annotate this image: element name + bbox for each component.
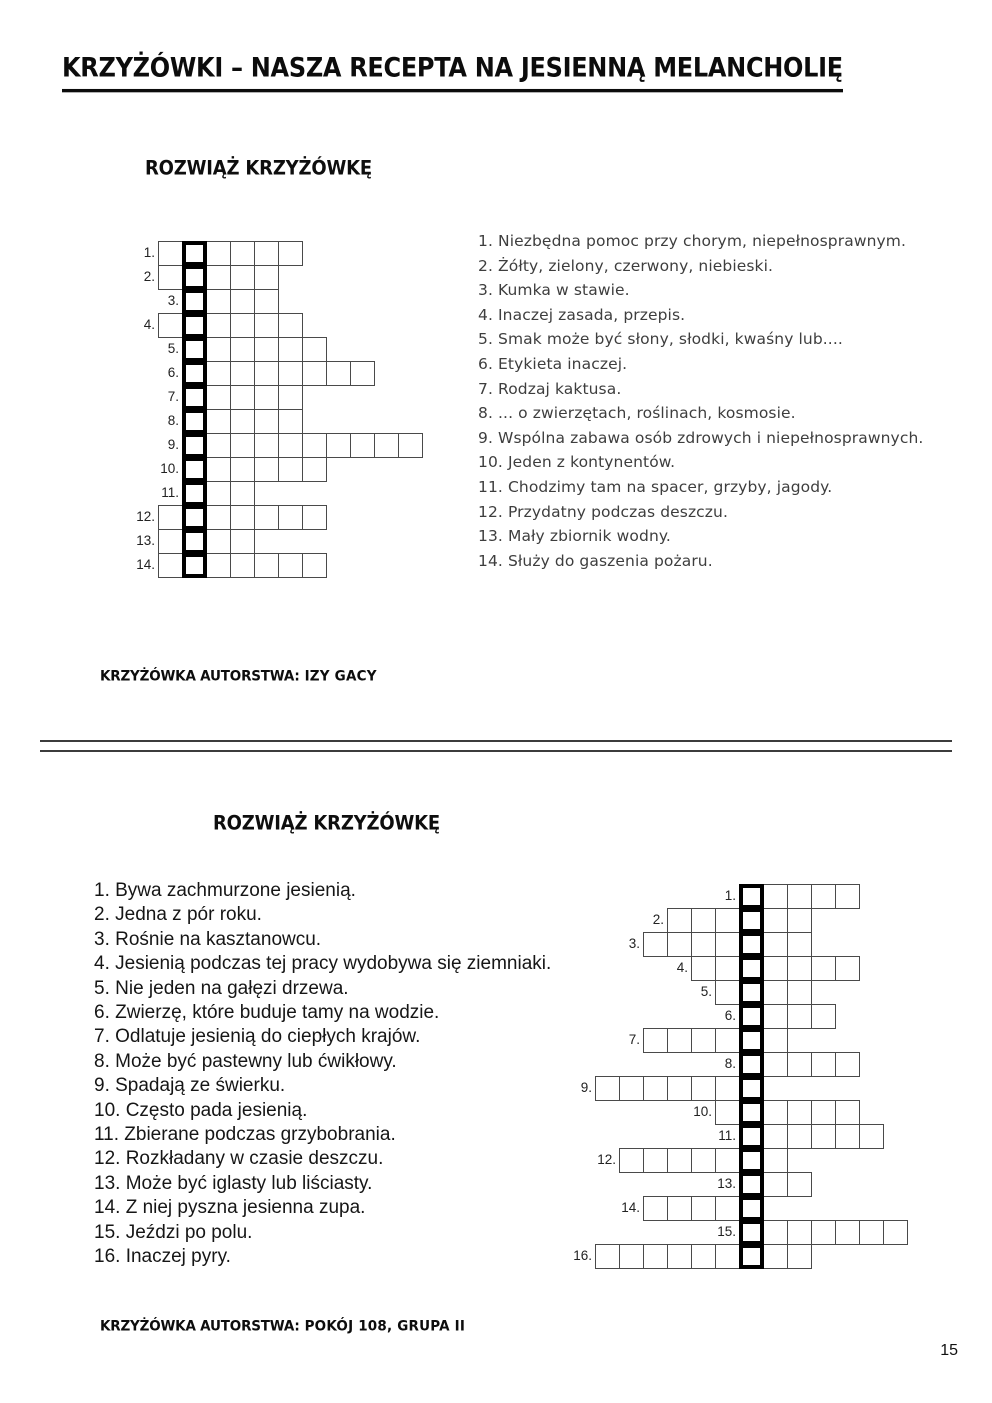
answer-cell bbox=[302, 361, 327, 386]
answer-cell bbox=[763, 1100, 788, 1125]
solution-column-cell bbox=[182, 361, 207, 386]
crossword-row bbox=[676, 956, 860, 981]
answer-cell bbox=[715, 1196, 740, 1221]
solution-column-cell bbox=[182, 553, 207, 578]
answer-cell bbox=[302, 553, 327, 578]
answer-cell bbox=[667, 1244, 692, 1269]
row-number-label: 11. bbox=[161, 485, 179, 500]
answer-cell bbox=[691, 1148, 716, 1173]
solution-column-cell bbox=[739, 1148, 764, 1173]
crossword-row bbox=[167, 433, 423, 458]
row-number-label: 12. bbox=[597, 1152, 616, 1167]
crossword-row bbox=[167, 385, 303, 410]
page-title: KRZYŻÓWKI – NASZA RECEPTA NA JESIENNĄ MELANCHOLIĘ bbox=[62, 52, 843, 92]
crossword-row bbox=[136, 553, 327, 578]
row-number-label: 3. bbox=[167, 293, 179, 308]
answer-cell bbox=[278, 409, 303, 434]
author-label: KRZYŻÓWKA AUTORSTWA: bbox=[100, 668, 300, 685]
answer-cell bbox=[206, 409, 231, 434]
answer-cell bbox=[763, 1004, 788, 1029]
answer-cell bbox=[787, 1004, 812, 1029]
clue-item: 9. Wspólna zabawa osób zdrowych i niepełnosprawnych. bbox=[478, 428, 924, 447]
row-number-label: 7. bbox=[167, 389, 179, 404]
crossword-row bbox=[167, 337, 327, 362]
answer-cell bbox=[715, 1244, 740, 1269]
answer-cell bbox=[643, 1244, 668, 1269]
crossword-row bbox=[161, 481, 255, 506]
solution-column-cell bbox=[739, 956, 764, 981]
crossword-row bbox=[693, 1100, 860, 1125]
answer-cell bbox=[715, 908, 740, 933]
solution-column-cell bbox=[182, 385, 207, 410]
row-number-label: 5. bbox=[700, 984, 712, 999]
answer-cell bbox=[206, 313, 231, 338]
answer-cell bbox=[763, 932, 788, 957]
answer-cell bbox=[278, 505, 303, 530]
answer-cell bbox=[278, 313, 303, 338]
answer-cell bbox=[158, 505, 183, 530]
solution-column-cell bbox=[182, 265, 207, 290]
answer-cell bbox=[667, 1028, 692, 1053]
answer-cell bbox=[278, 337, 303, 362]
clue-item: 9. Spadają ze świerku. bbox=[94, 1075, 286, 1097]
answer-cell bbox=[302, 337, 327, 362]
solution-column-cell bbox=[182, 289, 207, 314]
clue-item: 1. Bywa zachmurzone jesienią. bbox=[94, 880, 356, 901]
answer-cell bbox=[206, 433, 231, 458]
clue-item: 10. Jeden z kontynentów. bbox=[478, 453, 676, 472]
row-number-label: 8. bbox=[724, 1056, 736, 1071]
solution-column-cell bbox=[739, 1004, 764, 1029]
row-number-label: 4. bbox=[676, 960, 688, 975]
crossword-row bbox=[167, 289, 279, 314]
answer-cell bbox=[230, 409, 255, 434]
crossword2-heading: ROZWIĄŻ KRZYŻÓWKĘ bbox=[213, 812, 440, 835]
row-number-label: 1. bbox=[143, 245, 155, 260]
answer-cell bbox=[835, 884, 860, 909]
author-label: KRZYŻÓWKA AUTORSTWA: bbox=[100, 1318, 300, 1335]
clue-item: 12. Rozkładany w czasie deszczu. bbox=[94, 1148, 384, 1170]
row-number-label: 9. bbox=[167, 437, 179, 452]
answer-cell bbox=[230, 385, 255, 410]
solution-column-cell bbox=[739, 908, 764, 933]
solution-column-cell bbox=[182, 529, 207, 554]
clue-item: 6. Etykieta inaczej. bbox=[478, 354, 628, 373]
answer-cell bbox=[158, 265, 183, 290]
answer-cell bbox=[691, 1196, 716, 1221]
answer-cell bbox=[763, 1220, 788, 1245]
answer-cell bbox=[667, 1148, 692, 1173]
row-number-label: 11. bbox=[718, 1128, 736, 1143]
answer-cell bbox=[278, 553, 303, 578]
row-number-label: 6. bbox=[724, 1008, 736, 1023]
answer-cell bbox=[715, 932, 740, 957]
crossword-row bbox=[724, 1004, 836, 1029]
row-number-label: 5. bbox=[167, 341, 179, 356]
clue-item: 3. Rośnie na kasztanowcu. bbox=[94, 928, 322, 950]
solution-column-cell bbox=[182, 505, 207, 530]
solution-column-cell bbox=[739, 980, 764, 1005]
clue-item: 8. ... o zwierzętach, roślinach, kosmosie. bbox=[478, 404, 796, 423]
answer-cell bbox=[667, 1196, 692, 1221]
answer-cell bbox=[763, 884, 788, 909]
answer-cell bbox=[254, 553, 279, 578]
answer-cell bbox=[230, 241, 255, 266]
answer-cell bbox=[619, 1244, 644, 1269]
answer-cell bbox=[763, 980, 788, 1005]
row-number-label: 6. bbox=[167, 365, 179, 380]
clue-item: 7. Odlatuje jesienią do ciepłych krajów. bbox=[94, 1026, 421, 1048]
answer-cell bbox=[326, 433, 351, 458]
solution-column-cell bbox=[739, 1100, 764, 1125]
crossword-row bbox=[143, 241, 303, 266]
answer-cell bbox=[859, 1220, 884, 1245]
answer-cell bbox=[835, 1220, 860, 1245]
answer-cell bbox=[883, 1220, 908, 1245]
crossword-row bbox=[597, 1148, 788, 1173]
answer-cell bbox=[643, 1028, 668, 1053]
author-name: POKÓJ 108, GRUPA II bbox=[304, 1318, 466, 1335]
answer-cell bbox=[643, 932, 668, 957]
answer-cell bbox=[835, 1124, 860, 1149]
answer-cell bbox=[254, 409, 279, 434]
answer-cell bbox=[787, 1052, 812, 1077]
answer-cell bbox=[230, 457, 255, 482]
answer-cell bbox=[254, 289, 279, 314]
answer-cell bbox=[206, 361, 231, 386]
answer-cell bbox=[691, 932, 716, 957]
answer-cell bbox=[302, 433, 327, 458]
answer-cell bbox=[715, 956, 740, 981]
solution-column-cell bbox=[739, 1052, 764, 1077]
answer-cell bbox=[206, 481, 231, 506]
answer-cell bbox=[254, 337, 279, 362]
clue-item: 4. Inaczej zasada, przepis. bbox=[478, 305, 686, 324]
answer-cell bbox=[326, 361, 351, 386]
crossword-row bbox=[628, 1028, 788, 1053]
clue-item: 14. Służy do gaszenia pożaru. bbox=[478, 551, 713, 570]
section-divider-line bbox=[40, 750, 952, 752]
answer-cell bbox=[691, 1076, 716, 1101]
answer-cell bbox=[787, 884, 812, 909]
answer-cell bbox=[811, 1004, 836, 1029]
answer-cell bbox=[691, 1244, 716, 1269]
row-number-label: 7. bbox=[628, 1032, 640, 1047]
answer-cell bbox=[230, 361, 255, 386]
answer-cell bbox=[254, 265, 279, 290]
answer-cell bbox=[787, 1124, 812, 1149]
answer-cell bbox=[278, 433, 303, 458]
answer-cell bbox=[595, 1076, 620, 1101]
answer-cell bbox=[278, 241, 303, 266]
crossword-row bbox=[167, 409, 303, 434]
answer-cell bbox=[158, 313, 183, 338]
answer-cell bbox=[278, 361, 303, 386]
answer-cell bbox=[763, 1148, 788, 1173]
clue-item: 3. Kumka w stawie. bbox=[478, 281, 630, 300]
crossword-row bbox=[718, 1124, 884, 1149]
answer-cell bbox=[715, 1100, 740, 1125]
answer-cell bbox=[763, 1244, 788, 1269]
solution-column-cell bbox=[739, 884, 764, 909]
crossword-row bbox=[136, 529, 255, 554]
solution-column-cell bbox=[739, 1028, 764, 1053]
solution-column-cell bbox=[739, 1244, 764, 1269]
solution-column-cell bbox=[739, 1196, 764, 1221]
answer-cell bbox=[278, 457, 303, 482]
answer-cell bbox=[350, 433, 375, 458]
answer-cell bbox=[763, 956, 788, 981]
answer-cell bbox=[787, 1100, 812, 1125]
answer-cell bbox=[715, 1148, 740, 1173]
answer-cell bbox=[398, 433, 423, 458]
row-number-label: 10. bbox=[693, 1104, 712, 1119]
crossword-row bbox=[143, 313, 303, 338]
answer-cell bbox=[811, 1220, 836, 1245]
answer-cell bbox=[230, 529, 255, 554]
clue-item: 5. Nie jeden na gałęzi drzewa. bbox=[94, 977, 349, 999]
answer-cell bbox=[643, 1196, 668, 1221]
solution-column-cell bbox=[739, 932, 764, 957]
clue-item: 16. Inaczej pyry. bbox=[94, 1246, 231, 1268]
answer-cell bbox=[206, 457, 231, 482]
answer-cell bbox=[811, 884, 836, 909]
crossword1-author-credit bbox=[100, 668, 377, 685]
answer-cell bbox=[206, 289, 231, 314]
clue-item: 10. Często pada jesienią. bbox=[94, 1099, 308, 1121]
row-number-label: 15. bbox=[717, 1224, 736, 1239]
answer-cell bbox=[254, 361, 279, 386]
answer-cell bbox=[763, 1052, 788, 1077]
clue-item: 4. Jesienią podczas tej pracy wydobywa się ziemniaki. bbox=[94, 953, 552, 975]
row-number-label: 9. bbox=[580, 1080, 592, 1095]
answer-cell bbox=[763, 1124, 788, 1149]
answer-cell bbox=[835, 956, 860, 981]
crossword-row bbox=[580, 1076, 764, 1101]
solution-column-cell bbox=[739, 1076, 764, 1101]
row-number-label: 14. bbox=[621, 1200, 640, 1215]
solution-column-cell bbox=[739, 1124, 764, 1149]
solution-column-cell bbox=[182, 241, 207, 266]
crossword-row bbox=[167, 361, 375, 386]
answer-cell bbox=[667, 932, 692, 957]
answer-cell bbox=[302, 505, 327, 530]
crossword2-clue-list bbox=[94, 879, 574, 1270]
answer-cell bbox=[835, 1052, 860, 1077]
clue-item: 12. Przydatny podczas deszczu. bbox=[478, 502, 728, 521]
clue-item: 6. Zwierzę, które buduje tamy na wodzie. bbox=[94, 1002, 440, 1024]
crossword-row bbox=[621, 1196, 764, 1221]
clue-item: 11. Chodzimy tam na spacer, grzyby, jagody. bbox=[478, 477, 833, 496]
answer-cell bbox=[691, 956, 716, 981]
answer-cell bbox=[206, 385, 231, 410]
answer-cell bbox=[787, 956, 812, 981]
crossword-row bbox=[717, 1172, 812, 1197]
clue-item: 2. Jedna z pór roku. bbox=[94, 904, 262, 926]
answer-cell bbox=[158, 529, 183, 554]
answer-cell bbox=[811, 1052, 836, 1077]
answer-cell bbox=[787, 908, 812, 933]
clue-item: 15. Jeździ po polu. bbox=[94, 1221, 253, 1243]
answer-cell bbox=[158, 553, 183, 578]
author-name: IZY GACY bbox=[304, 668, 377, 685]
row-number-label: 4. bbox=[143, 317, 155, 332]
crossword2-author-credit bbox=[100, 1318, 465, 1335]
crossword-row bbox=[717, 1220, 908, 1245]
crossword-row bbox=[136, 505, 327, 530]
answer-cell bbox=[230, 313, 255, 338]
answer-cell bbox=[763, 1172, 788, 1197]
answer-cell bbox=[254, 457, 279, 482]
row-number-label: 13. bbox=[136, 533, 155, 548]
row-number-label: 8. bbox=[167, 413, 179, 428]
crossword-row bbox=[724, 1052, 860, 1077]
clue-item: 14. Z niej pyszna jesienna zupa. bbox=[94, 1197, 366, 1219]
answer-cell bbox=[230, 505, 255, 530]
answer-cell bbox=[230, 481, 255, 506]
answer-cell bbox=[667, 1076, 692, 1101]
answer-cell bbox=[787, 1220, 812, 1245]
crossword-row bbox=[143, 265, 279, 290]
answer-cell bbox=[254, 433, 279, 458]
answer-cell bbox=[787, 1244, 812, 1269]
solution-column-cell bbox=[182, 313, 207, 338]
answer-cell bbox=[859, 1124, 884, 1149]
answer-cell bbox=[787, 980, 812, 1005]
answer-cell bbox=[206, 265, 231, 290]
answer-cell bbox=[835, 1100, 860, 1125]
answer-cell bbox=[230, 337, 255, 362]
answer-cell bbox=[302, 457, 327, 482]
answer-cell bbox=[230, 265, 255, 290]
page-number: 15 bbox=[940, 1342, 958, 1359]
clue-item: 13. Może być iglasty lub liściasty. bbox=[94, 1172, 373, 1194]
answer-cell bbox=[206, 529, 231, 554]
answer-cell bbox=[158, 241, 183, 266]
answer-cell bbox=[811, 1124, 836, 1149]
answer-cell bbox=[230, 553, 255, 578]
clue-item: 5. Smak może być słony, słodki, kwaśny lub.... bbox=[478, 330, 843, 349]
answer-cell bbox=[619, 1076, 644, 1101]
answer-cell bbox=[667, 908, 692, 933]
solution-column-cell bbox=[739, 1220, 764, 1245]
answer-cell bbox=[763, 908, 788, 933]
clue-item: 13. Mały zbiornik wodny. bbox=[478, 527, 671, 546]
row-number-label: 3. bbox=[628, 936, 640, 951]
answer-cell bbox=[595, 1244, 620, 1269]
answer-cell bbox=[691, 1028, 716, 1053]
row-number-label: 16. bbox=[573, 1248, 592, 1263]
row-number-label: 12. bbox=[136, 509, 155, 524]
crossword-row bbox=[573, 1244, 812, 1269]
crossword-row bbox=[628, 932, 812, 957]
solution-column-cell bbox=[739, 1172, 764, 1197]
crossword-row bbox=[724, 884, 860, 909]
answer-cell bbox=[254, 505, 279, 530]
answer-cell bbox=[350, 361, 375, 386]
answer-cell bbox=[254, 385, 279, 410]
answer-cell bbox=[254, 241, 279, 266]
answer-cell bbox=[374, 433, 399, 458]
answer-cell bbox=[787, 932, 812, 957]
answer-cell bbox=[230, 433, 255, 458]
answer-cell bbox=[619, 1148, 644, 1173]
row-number-label: 14. bbox=[136, 557, 155, 572]
solution-column-cell bbox=[182, 457, 207, 482]
answer-cell bbox=[715, 980, 740, 1005]
answer-cell bbox=[715, 1028, 740, 1053]
answer-cell bbox=[691, 908, 716, 933]
row-number-label: 13. bbox=[717, 1176, 736, 1191]
answer-cell bbox=[715, 1076, 740, 1101]
section-divider-line bbox=[40, 740, 952, 742]
answer-cell bbox=[643, 1076, 668, 1101]
clue-item: 11. Zbierane podczas grzybobrania. bbox=[94, 1124, 396, 1146]
answer-cell bbox=[278, 385, 303, 410]
answer-cell bbox=[206, 553, 231, 578]
clue-item: 8. Może być pastewny lub ćwikłowy. bbox=[94, 1050, 397, 1072]
crossword1-heading: ROZWIĄŻ KRZYŻÓWKĘ bbox=[145, 157, 372, 180]
answer-cell bbox=[206, 505, 231, 530]
crossword-row bbox=[160, 457, 327, 482]
answer-cell bbox=[206, 337, 231, 362]
row-number-label: 2. bbox=[143, 269, 155, 284]
clue-item: 2. Żółty, zielony, czerwony, niebieski. bbox=[478, 256, 774, 275]
clue-item: 7. Rodzaj kaktusa. bbox=[478, 379, 622, 398]
answer-cell bbox=[811, 956, 836, 981]
answer-cell bbox=[230, 289, 255, 314]
crossword-row bbox=[652, 908, 812, 933]
crossword-row bbox=[700, 980, 812, 1005]
solution-column-cell bbox=[182, 337, 207, 362]
crossword1-clue-list bbox=[478, 229, 983, 573]
solution-column-cell bbox=[182, 481, 207, 506]
row-number-label: 10. bbox=[160, 461, 179, 476]
row-number-label: 1. bbox=[724, 888, 736, 903]
answer-cell bbox=[787, 1172, 812, 1197]
answer-cell bbox=[811, 1100, 836, 1125]
answer-cell bbox=[763, 1028, 788, 1053]
answer-cell bbox=[643, 1148, 668, 1173]
answer-cell bbox=[206, 241, 231, 266]
row-number-label: 2. bbox=[652, 912, 664, 927]
solution-column-cell bbox=[182, 409, 207, 434]
answer-cell bbox=[254, 313, 279, 338]
solution-column-cell bbox=[182, 433, 207, 458]
clue-item: 1. Niezbędna pomoc przy chorym, niepełnosprawnym. bbox=[478, 232, 907, 250]
